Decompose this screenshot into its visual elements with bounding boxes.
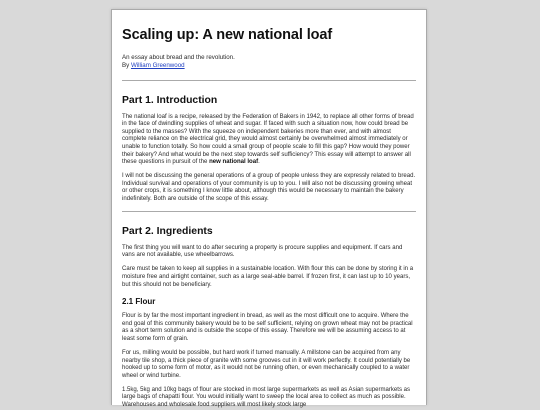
- intro-paragraph-2: I will not be discussing the general operations of a group of people unless they are expressly related to bread. Individual survival and operations of your community is up to you. I will also not be discussing growing wheat or other crops, it is something I know little about, although this would be necessary to maintain the bakery indefinitely. Both are outside of the scope of this essay.: [122, 173, 416, 203]
- page-title: Scaling up: A new national loaf: [122, 27, 333, 43]
- essay-subtitle: An essay about bread and the revolution.: [122, 54, 235, 61]
- section-divider: [122, 80, 416, 81]
- intro-paragraph-1-end: .: [258, 159, 260, 166]
- ingredients-paragraph-2: Care must be taken to keep all supplies in a sustainable location. With flour this can be done by storing it in a moisture free and airtight container, such as a large seal-able barrel. If frozen first, it can last up to 10 years, but this should not be beneficiary.: [122, 266, 414, 288]
- intro-paragraph-1-text: The national loaf is a recipe, released by the Federation of Bakers in 1942, to replace all other forms of bread in the face of dwindling supplies of wheat and sugar. If faced with such a situation now, how could bread be supplied to the masses? With the squeeze on independent bakeries more than ever, and with almost complete reliance on the electrical grid, they would almost certainly be overwhelmed almost immediately or unable to function totally. So how could a small group of people scale to fill this gap? How would they power their bakery? And what would be the next step towards self sufficiency? This essay will attempt to answer all these questions in pursuit of the: [122, 113, 414, 166]
- author-link[interactable]: William Greenwood: [130, 61, 185, 69]
- section-heading-introduction: Part 1. Introduction: [122, 94, 218, 106]
- intro-bold-term: new national loaf: [209, 159, 259, 166]
- section-divider: [122, 211, 416, 212]
- subsection-heading-flour: 2.1 Flour: [122, 297, 156, 307]
- byline: [122, 62, 416, 70]
- byline-prefix: By: [122, 61, 131, 69]
- section-heading-ingredients: Part 2. Ingredients: [122, 225, 213, 237]
- essay-page: [111, 9, 427, 409]
- flour-paragraph-3: 1.5kg, 5kg and 10kg bags of flour are stocked in most large supermarkets as well as Asian supermarkets as large bags of chapatti flour. You would initially want to sweep the local area to collect as much as possible. Warehouses and wholesale food suppliers will most likely stock large: [122, 386, 411, 409]
- intro-paragraph-1: [122, 114, 416, 167]
- ingredients-paragraph-1: The first thing you will want to do after securing a property is procure supplies and equipment. If cars and vans are not available, use wheelbarrows.: [122, 244, 403, 259]
- flour-paragraph-2: For us, milling would be possible, but hard work if turned manually. A millstone can be acquired from any nearby tile shop, a thick piece of granite with some grooves cut in it will work perfectly. It could potentially be hooked up to some form of motor, as it would not be running often, or even mechanically coupled to a water wheel or wind turbine.: [122, 349, 411, 379]
- flour-paragraph-1: Flour is by far the most important ingredient in bread, as well as the most difficult one to acquire. Where the end goal of this community bakery would be to be self sufficient, relying on grown wheat may not be practical as a short term solution and is outside the scope of this essay. Therefore we will be assuming access to at least some form of grain.: [122, 313, 413, 342]
